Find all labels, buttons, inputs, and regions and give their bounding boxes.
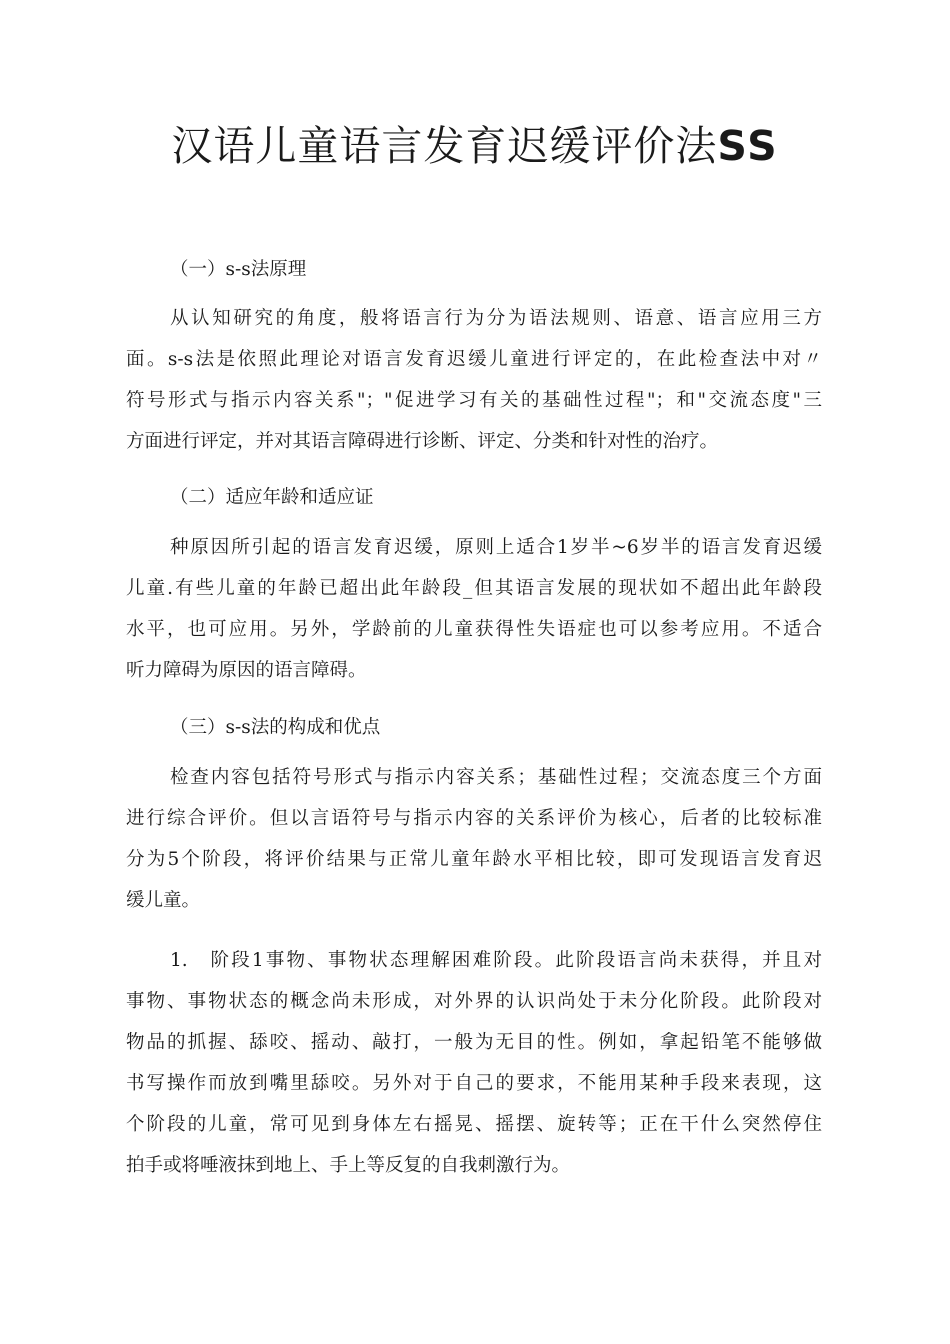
paragraph-line: 种原因所引起的语言发育迟缓，原则上适合1岁半~6岁半的语言发育迟缓 bbox=[170, 537, 822, 558]
paragraph-line: 面。s-s法是依照此理论对语言发育迟缓儿童进行评定的，在此检查法中对〃 bbox=[126, 349, 822, 370]
paragraph-line: 缓儿童。 bbox=[126, 890, 201, 911]
section-heading-1: （一）s-s法原理 bbox=[170, 259, 307, 280]
section-heading-3: （三）s-s法的构成和优点 bbox=[170, 717, 381, 738]
paragraph-line: 听力障碍为原因的语言障碍。 bbox=[126, 660, 367, 681]
document-title-latin: SS bbox=[717, 122, 779, 170]
paragraph-line: 个阶段的儿童，常可见到身体左右摇晃、摇摆、旋转等；正在干什么突然停住 bbox=[126, 1114, 822, 1135]
paragraph-line: 分为5个阶段，将评价结果与正常儿童年龄水平相比较，即可发现语言发育迟 bbox=[126, 849, 822, 870]
paragraph-line: 1. 阶段1事物、事物状态理解困难阶段。此阶段语言尚未获得，并且对 bbox=[170, 950, 822, 971]
document-title bbox=[0, 118, 950, 174]
paragraph-line: 检查内容包括符号形式与指示内容关系；基础性过程；交流态度三个方面 bbox=[170, 767, 822, 788]
document-title-chinese: 汉语儿童语言发育迟缓评价法 bbox=[171, 122, 718, 170]
paragraph-line: 从认知研究的角度，般将语言行为分为语法规则、语意、语言应用三方 bbox=[170, 308, 822, 329]
paragraph-line: 水平，也可应用。另外，学龄前的儿童获得性失语症也可以参考应用。不适合 bbox=[126, 619, 822, 640]
numbered-paragraph-1 bbox=[126, 940, 822, 1186]
paragraph-line: 事物、事物状态的概念尚未形成，对外界的认识尚处于未分化阶段。此阶段对 bbox=[126, 991, 822, 1012]
paragraph-line: 拍手或将唾液抹到地上、手上等反复的自我刺激行为。 bbox=[126, 1155, 571, 1176]
paragraph-line: 物品的抓握、舔咬、摇动、敲打，一般为无目的性。例如，拿起铅笔不能够做 bbox=[126, 1032, 822, 1053]
paragraph-line: 符号形式与指示内容关系"；"促进学习有关的基础性过程"；和"交流态度"三 bbox=[126, 390, 822, 411]
section-paragraph-3 bbox=[126, 757, 822, 921]
section-paragraph-1 bbox=[126, 298, 822, 462]
paragraph-line: 儿童.有些儿童的年龄已超出此年龄段_但其语言发展的现状如不超出此年龄段 bbox=[126, 578, 822, 599]
section-heading-2: （二）适应年龄和适应证 bbox=[170, 487, 374, 508]
paragraph-line: 方面进行评定，并对其语言障碍进行诊断、评定、分类和针对性的治疗。 bbox=[126, 431, 719, 452]
paragraph-line: 书写操作而放到嘴里舔咬。另外对于自己的要求，不能用某种手段来表现，这 bbox=[126, 1073, 822, 1094]
paragraph-line: 进行综合评价。但以言语符号与指示内容的关系评价为核心，后者的比较标准 bbox=[126, 808, 822, 829]
section-paragraph-2 bbox=[126, 527, 822, 691]
